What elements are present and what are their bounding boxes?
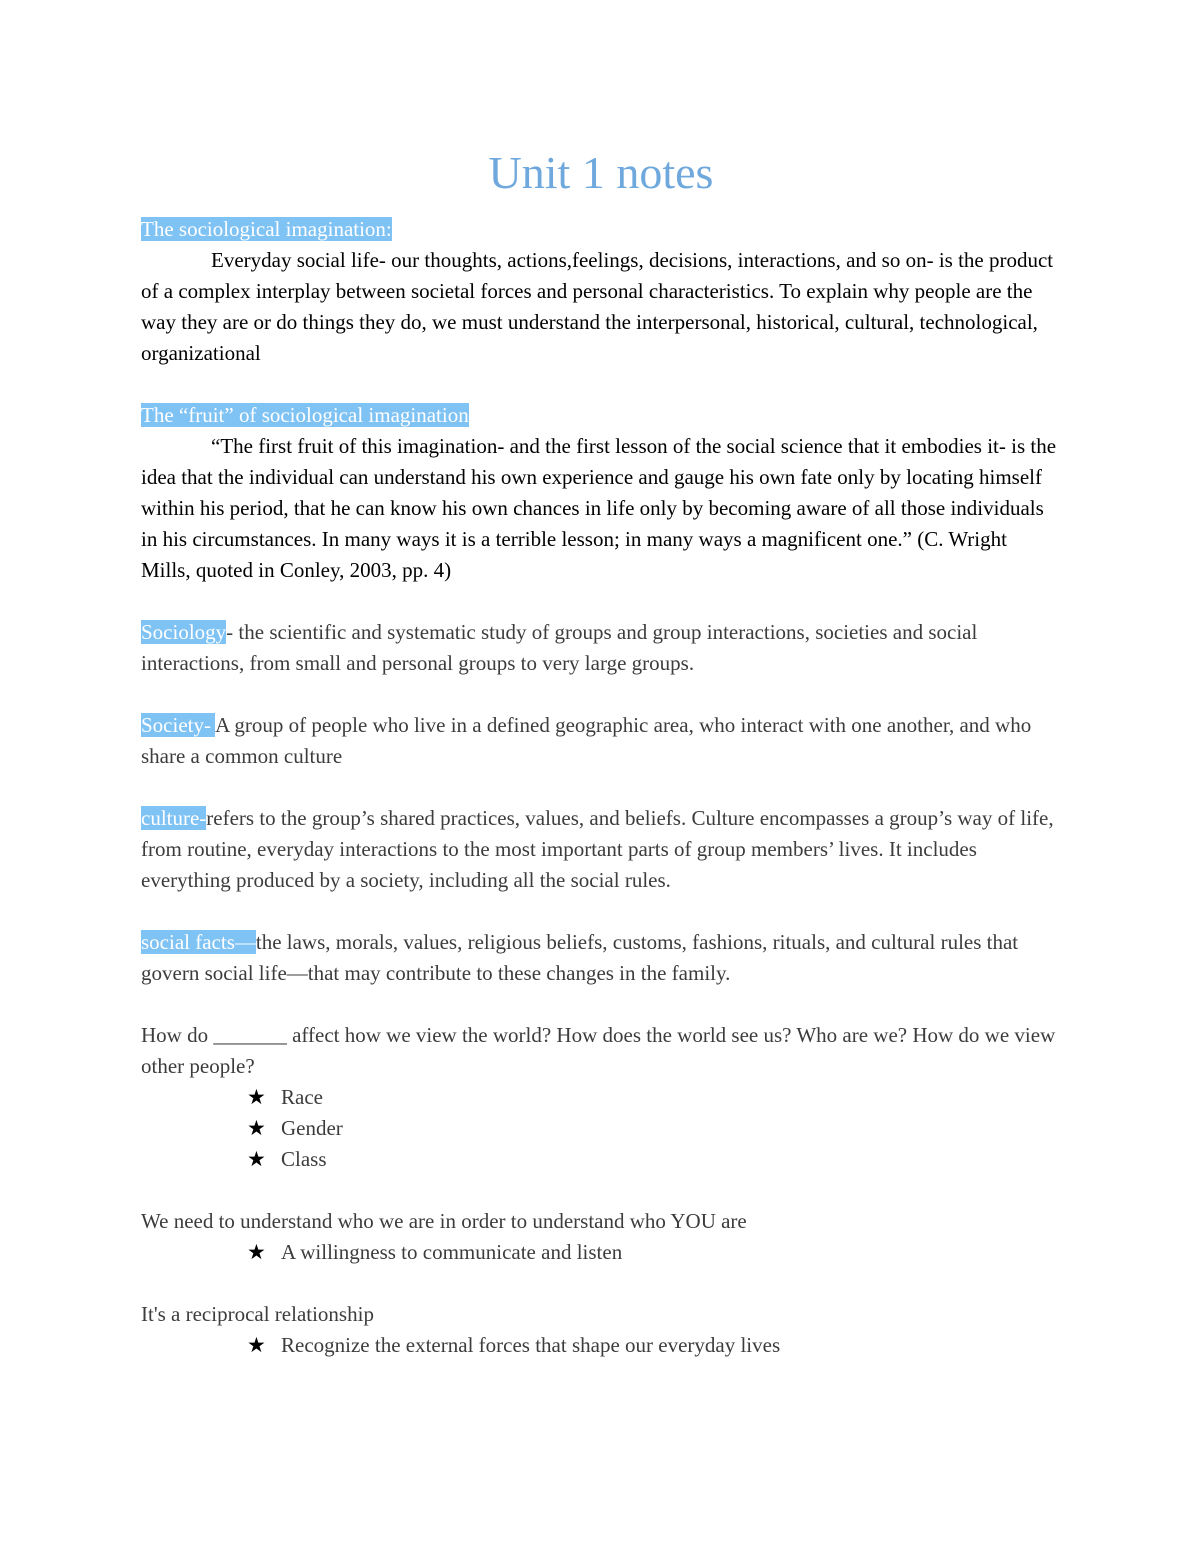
star-icon: ★ (247, 1147, 266, 1171)
section-body-fruit: “The first fruit of this imagination- and the first lesson of the social science that it embodies it- is the idea that the individual can understand his own experience and gauge his own fate only by locating himself within his period, that he can know his own chances in life only by becoming aware of all those individuals in his circumstances. In many ways it is a terrible lesson; in many ways a magnificent one.” (C. Wright Mills, quoted in Conley, 2003, pp. 4) (141, 434, 1057, 582)
understand-list (141, 1237, 1061, 1268)
list-item-label: A willingness to communicate and listen (281, 1240, 623, 1264)
definition-sociology (141, 617, 1061, 679)
list-item (141, 1237, 1061, 1268)
term-sociology: Sociology (141, 620, 227, 644)
star-icon: ★ (247, 1116, 266, 1140)
list-item-label: Recognize the external forces that shape our everyday lives (281, 1333, 781, 1357)
list-item-label: Gender (281, 1116, 343, 1140)
section-heading-fruit (141, 400, 1061, 431)
definition-text: refers to the group’s shared practices, values, and beliefs. Culture encompasses a group’s way of life, from routine, everyday interactions to the most important parts of group members’ lives. It includes everything produced by a society, including all the social rules. (141, 806, 1054, 892)
reciprocal-paragraph: It's a reciprocal relationship (141, 1302, 374, 1326)
definition-culture (141, 803, 1061, 896)
definition-text: - the scientific and systematic study of groups and group interactions, societies and social interactions, from small and personal groups to very large groups. (141, 620, 978, 675)
definition-text: the laws, morals, values, religious beliefs, customs, fashions, rituals, and cultural rules that govern social life—that may contribute to these changes in the family. (141, 930, 1019, 985)
page-title: Unit 1 notes (488, 147, 714, 198)
document-page (141, 140, 1061, 1361)
questions-list (141, 1082, 1061, 1175)
term-culture: culture- (141, 806, 207, 830)
list-item (141, 1144, 1061, 1175)
definition-society (141, 710, 1061, 772)
list-item (141, 1082, 1061, 1113)
star-icon: ★ (247, 1240, 266, 1264)
section-body-sociological-imagination: Everyday social life- our thoughts, actions,feelings, decisions, interactions, and so on- is the product of a complex interplay between societal forces and personal characteristics. To explain why people are the way they are or do things they do, we must understand the interpersonal, historical, cultural, technological, organizational (141, 248, 1054, 365)
understand-paragraph: We need to understand who we are in order to understand who YOU are (141, 1209, 747, 1233)
star-icon: ★ (247, 1333, 266, 1357)
star-icon: ★ (247, 1085, 266, 1109)
highlighted-heading: The “fruit” of sociological imagination (141, 403, 469, 427)
definition-text: A group of people who live in a defined geographic area, who interact with one another, and who share a common culture (141, 713, 1032, 768)
list-item-label: Race (281, 1085, 323, 1109)
questions-paragraph: How do _______ affect how we view the world? How does the world see us? Who are we? How do we view other people? (141, 1023, 1056, 1078)
highlighted-heading: The sociological imagination: (141, 217, 392, 241)
list-item (141, 1330, 1061, 1361)
section-heading-sociological-imagination (141, 214, 1061, 245)
list-item-label: Class (281, 1147, 327, 1171)
definition-social-facts (141, 927, 1061, 989)
term-social-facts: social facts— (141, 930, 256, 954)
list-item (141, 1113, 1061, 1144)
term-society: Society- (141, 713, 216, 737)
reciprocal-list (141, 1330, 1061, 1361)
